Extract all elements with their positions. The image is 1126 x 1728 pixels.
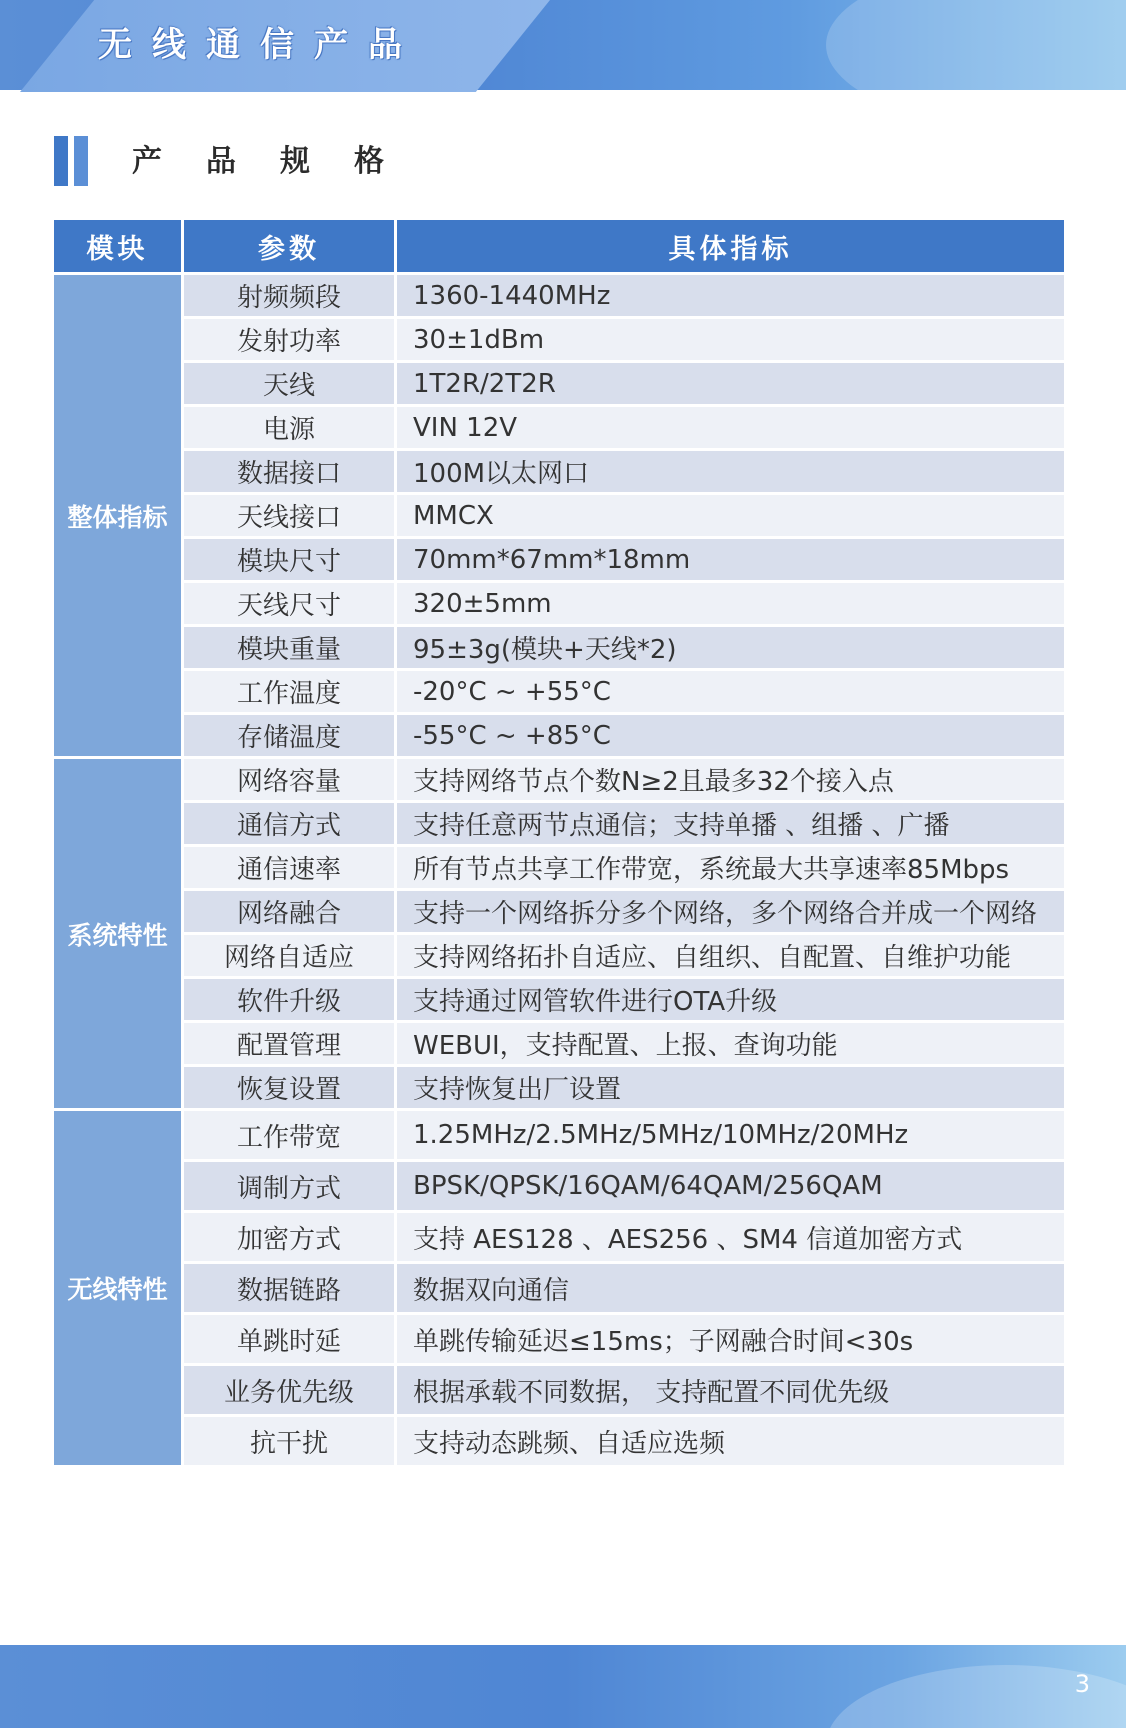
value-cell: 数据双向通信 <box>397 1264 1064 1312</box>
param-cell: 调制方式 <box>184 1162 394 1210</box>
value-cell: VIN 12V <box>397 407 1064 448</box>
column-header-value: 具体指标 <box>397 220 1064 272</box>
table-row <box>54 935 1064 976</box>
param-cell: 配置管理 <box>184 1023 394 1064</box>
column-header-param: 参数 <box>184 220 394 272</box>
table-row <box>54 495 1064 536</box>
table-row <box>54 451 1064 492</box>
param-cell: 模块尺寸 <box>184 539 394 580</box>
table-row <box>54 1366 1064 1414</box>
section-title: 产品规格 <box>132 144 428 179</box>
table-row <box>54 1213 1064 1261</box>
value-cell: 支持通过网管软件进行OTA升级 <box>397 979 1064 1020</box>
param-cell: 加密方式 <box>184 1213 394 1261</box>
param-cell: 网络容量 <box>184 759 394 800</box>
param-cell: 天线尺寸 <box>184 583 394 624</box>
param-cell: 发射功率 <box>184 319 394 360</box>
table-header-row <box>54 220 1064 272</box>
value-cell: 支持一个网络拆分多个网络，多个网络合并成一个网络 <box>397 891 1064 932</box>
param-cell: 网络融合 <box>184 891 394 932</box>
value-cell: 支持 AES128 、AES256 、SM4 信道加密方式 <box>397 1213 1064 1261</box>
column-header-module: 模块 <box>54 220 181 272</box>
section-marker-icon <box>54 136 90 186</box>
footer-band <box>0 1645 1126 1728</box>
header-decoration <box>826 0 1126 90</box>
spec-table <box>51 217 1067 1468</box>
value-cell: 所有节点共享工作带宽，系统最大共享速率85Mbps <box>397 847 1064 888</box>
value-cell: 320±5mm <box>397 583 1064 624</box>
table-row <box>54 1111 1064 1159</box>
value-cell: 95±3g(模块+天线*2) <box>397 627 1064 668</box>
header-title: 无线通信产品 <box>98 25 422 65</box>
value-cell: 支持恢复出厂设置 <box>397 1067 1064 1108</box>
param-cell: 存储温度 <box>184 715 394 756</box>
table-row <box>54 847 1064 888</box>
table-row <box>54 407 1064 448</box>
param-cell: 天线接口 <box>184 495 394 536</box>
module-cell: 整体指标 <box>54 275 181 756</box>
value-cell: 1360-1440MHz <box>397 275 1064 316</box>
param-cell: 工作温度 <box>184 671 394 712</box>
param-cell: 通信速率 <box>184 847 394 888</box>
param-cell: 天线 <box>184 363 394 404</box>
table-row <box>54 803 1064 844</box>
param-cell: 模块重量 <box>184 627 394 668</box>
table-row <box>54 1023 1064 1064</box>
value-cell: 1.25MHz/2.5MHz/5MHz/10MHz/20MHz <box>397 1111 1064 1159</box>
table-row <box>54 539 1064 580</box>
value-cell: 70mm*67mm*18mm <box>397 539 1064 580</box>
param-cell: 恢复设置 <box>184 1067 394 1108</box>
value-cell: 支持网络节点个数N≥2且最多32个接入点 <box>397 759 1064 800</box>
table-row <box>54 1417 1064 1465</box>
value-cell: BPSK/QPSK/16QAM/64QAM/256QAM <box>397 1162 1064 1210</box>
param-cell: 射频频段 <box>184 275 394 316</box>
value-cell: 支持任意两节点通信；支持单播 、组播 、广播 <box>397 803 1064 844</box>
table-row <box>54 1067 1064 1108</box>
value-cell: 根据承载不同数据， 支持配置不同优先级 <box>397 1366 1064 1414</box>
value-cell: 支持动态跳频、自适应选频 <box>397 1417 1064 1465</box>
param-cell: 抗干扰 <box>184 1417 394 1465</box>
param-cell: 软件升级 <box>184 979 394 1020</box>
param-cell: 数据链路 <box>184 1264 394 1312</box>
value-cell: 1T2R/2T2R <box>397 363 1064 404</box>
table-row <box>54 1315 1064 1363</box>
table-row <box>54 715 1064 756</box>
param-cell: 网络自适应 <box>184 935 394 976</box>
table-row <box>54 583 1064 624</box>
value-cell: 单跳传输延迟≤15ms；子网融合时间<30s <box>397 1315 1064 1363</box>
param-cell: 通信方式 <box>184 803 394 844</box>
param-cell: 业务优先级 <box>184 1366 394 1414</box>
value-cell: -20°C ~ +55°C <box>397 671 1064 712</box>
table-row <box>54 759 1064 800</box>
value-cell: 100M以太网口 <box>397 451 1064 492</box>
param-cell: 工作带宽 <box>184 1111 394 1159</box>
value-cell: 30±1dBm <box>397 319 1064 360</box>
table-row <box>54 979 1064 1020</box>
param-cell: 数据接口 <box>184 451 394 492</box>
table-row <box>54 891 1064 932</box>
table-row <box>54 1162 1064 1210</box>
module-cell: 无线特性 <box>54 1111 181 1465</box>
page-number: 3 <box>1074 1670 1090 1698</box>
value-cell: WEBUI，支持配置、上报、查询功能 <box>397 1023 1064 1064</box>
value-cell: 支持网络拓扑自适应、自组织、自配置、自维护功能 <box>397 935 1064 976</box>
param-cell: 电源 <box>184 407 394 448</box>
table-row <box>54 671 1064 712</box>
module-cell: 系统特性 <box>54 759 181 1108</box>
table-row <box>54 627 1064 668</box>
table-row <box>54 363 1064 404</box>
table-row <box>54 319 1064 360</box>
value-cell: MMCX <box>397 495 1064 536</box>
value-cell: -55°C ~ +85°C <box>397 715 1064 756</box>
table-row <box>54 275 1064 316</box>
table-row <box>54 1264 1064 1312</box>
param-cell: 单跳时延 <box>184 1315 394 1363</box>
